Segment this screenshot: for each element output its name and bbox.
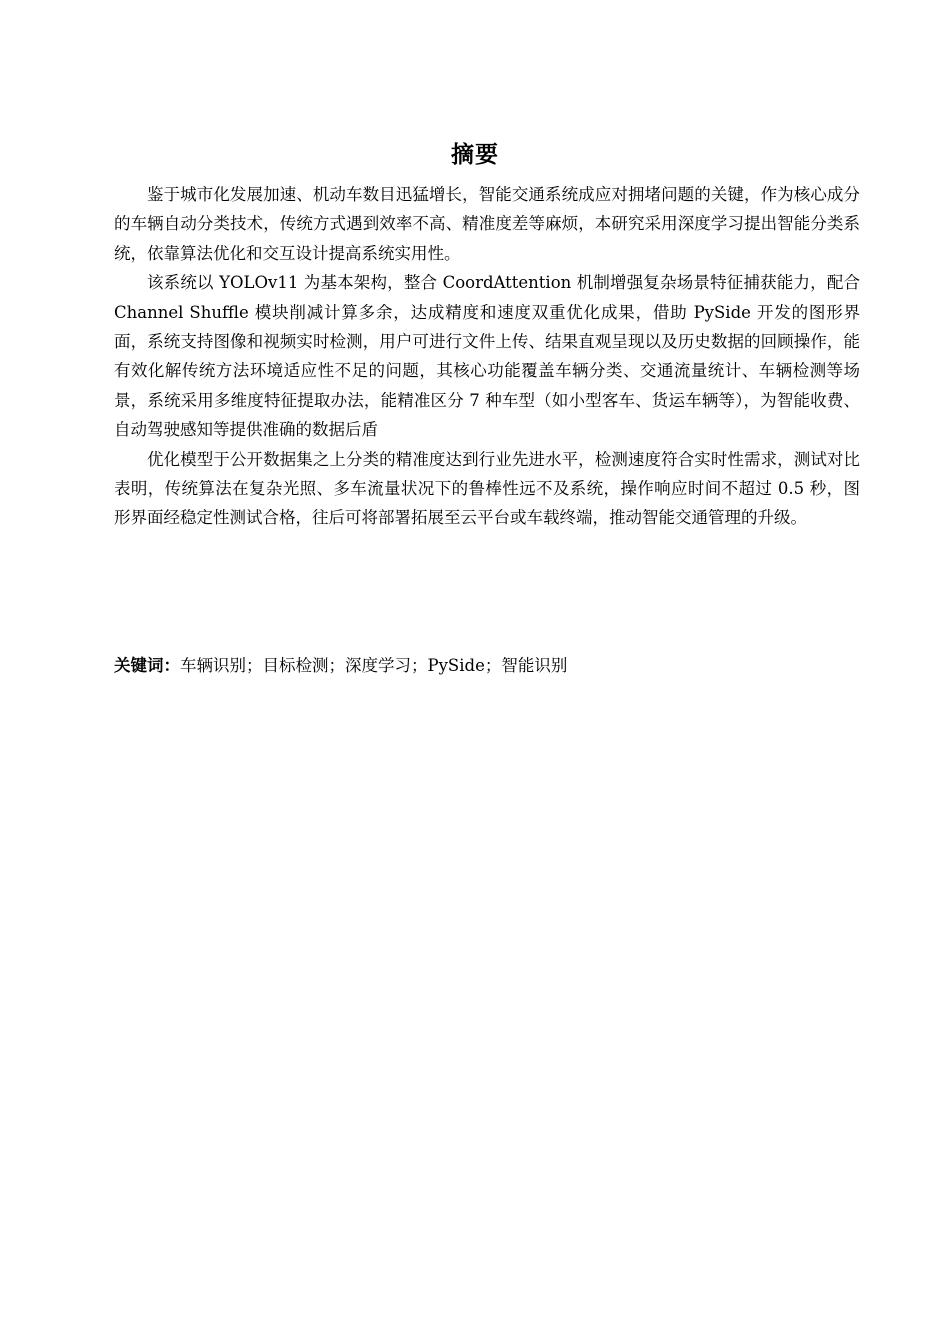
abstract-title: 摘要 (451, 142, 499, 168)
abstract-body (114, 180, 860, 533)
keywords-line (114, 653, 860, 679)
abstract-paragraph-3: 优化模型于公开数据集之上分类的精准度达到行业先进水平，检测速度符合实时性需求，测试对比表明，传统算法在复杂光照、多车流量状况下的鲁棒性远不及系统，操作响应时间不超过 0.5 秒，图形界面经稳定性测试合格，往后可将部署拓展至云平台或车载终端，推动智能交通管理的升级。 (114, 449, 860, 528)
abstract-paragraph-2: 该系统以 YOLOv11 为基本架构，整合 CoordAttention 机制增强复杂场景特征捕获能力，配合 Channel Shuffle 模块削减计算多余，达成精度和速度双重优化成果，借助 PySide 开发的图形界面，系统支持图像和视频实时检测，用户可进行文件上传、结果直观呈现以及历史数据的回顾操作，能有效化解传统方法环境适应性不足的问题，其核心功能覆盖车辆分类、交通流量统计、车辆检测等场景，系统采用多维度特征提取办法，能精准区分 7 种车型（如小型客车、货运车辆等），为智能收费、自动驾驶感知等提供准确的数据后盾 (114, 273, 860, 440)
keywords-text: 车辆识别；目标检测；深度学习；PySide；智能识别 (180, 656, 568, 675)
keywords-label: 关键词： (114, 656, 180, 675)
abstract-paragraph-1: 鉴于城市化发展加速、机动车数目迅猛增长，智能交通系统成应对拥堵问题的关键，作为核心成分的车辆自动分类技术，传统方式遇到效率不高、精准度差等麻烦，本研究采用深度学习提出智能分类系统，依靠算法优化和交互设计提高系统实用性。 (114, 185, 860, 263)
